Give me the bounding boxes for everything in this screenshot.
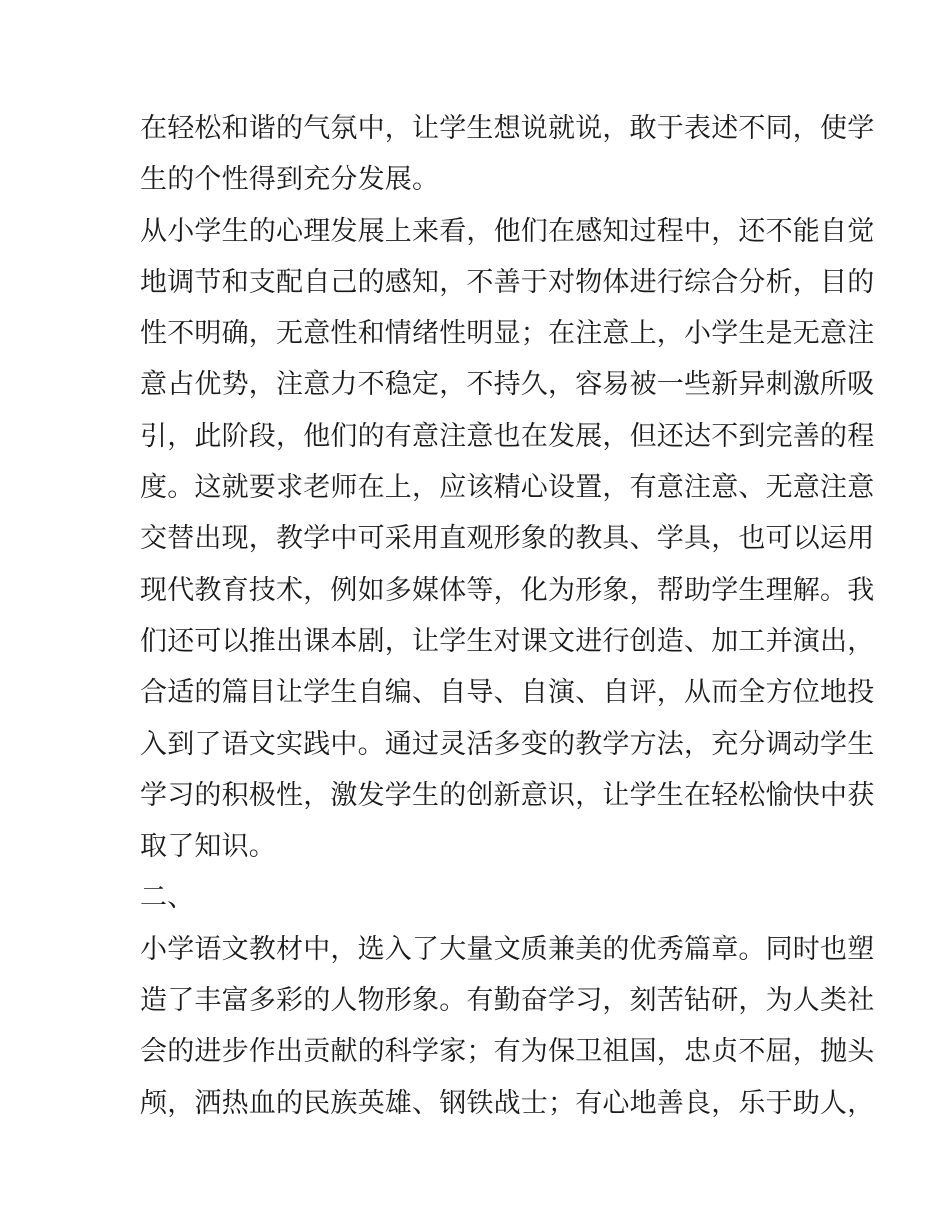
- text-line: 造了丰富多彩的人物形象。有勤奋学习，刻苦钻研，为人类社: [140, 985, 875, 1017]
- text-line: 小学语文教材中，选入了大量文质兼美的优秀篇章。同时也塑: [140, 933, 875, 965]
- text-line: 们还可以推出课本剧，让学生对课文进行创造、加工并演出，: [140, 625, 875, 657]
- text-line: 从小学生的心理发展上来看，他们在感知过程中，还不能自觉: [140, 215, 875, 247]
- body-text: [140, 103, 875, 1129]
- section-heading: 二、: [140, 882, 195, 914]
- text-line: 生的个性得到充分发展。: [140, 164, 440, 196]
- text-line: 学习的积极性，激发学生的创新意识，让学生在轻松愉快中获: [140, 779, 875, 811]
- text-line: 意占优势，注意力不稳定，不持久，容易被一些新异刺激所吸: [140, 369, 875, 401]
- text-line: 会的进步作出贡献的科学家；有为保卫祖国，忠贞不屈，抛头: [140, 1036, 875, 1068]
- text-line: 交替出现，教学中可采用直观形象的教具、学具，也可以运用: [140, 523, 875, 555]
- text-line: 现代教育技术，例如多媒体等，化为形象，帮助学生理解。我: [140, 574, 875, 606]
- text-line: 引，此阶段，他们的有意注意也在发展，但还达不到完善的程: [140, 420, 875, 452]
- text-line: 在轻松和谐的气氛中，让学生想说就说，敢于表述不同，使学: [140, 113, 875, 144]
- text-line: 性不明确，无意性和情绪性明显；在注意上，小学生是无意注: [140, 318, 875, 350]
- text-line: 地调节和支配自己的感知，不善于对物体进行综合分析，目的: [140, 266, 875, 298]
- text-line: 取了知识。: [140, 831, 276, 863]
- text-line: 合适的篇目让学生自编、自导、自演、自评，从而全方位地投: [140, 677, 875, 709]
- text-line: 入到了语文实践中。通过灵活多变的教学方法，充分调动学生: [140, 728, 875, 760]
- text-line: 度。这就要求老师在上，应该精心设置，有意注意、无意注意: [140, 472, 875, 504]
- text-line: 颅，洒热血的民族英雄、钢铁战士；有心地善良，乐于助人，: [140, 1087, 875, 1119]
